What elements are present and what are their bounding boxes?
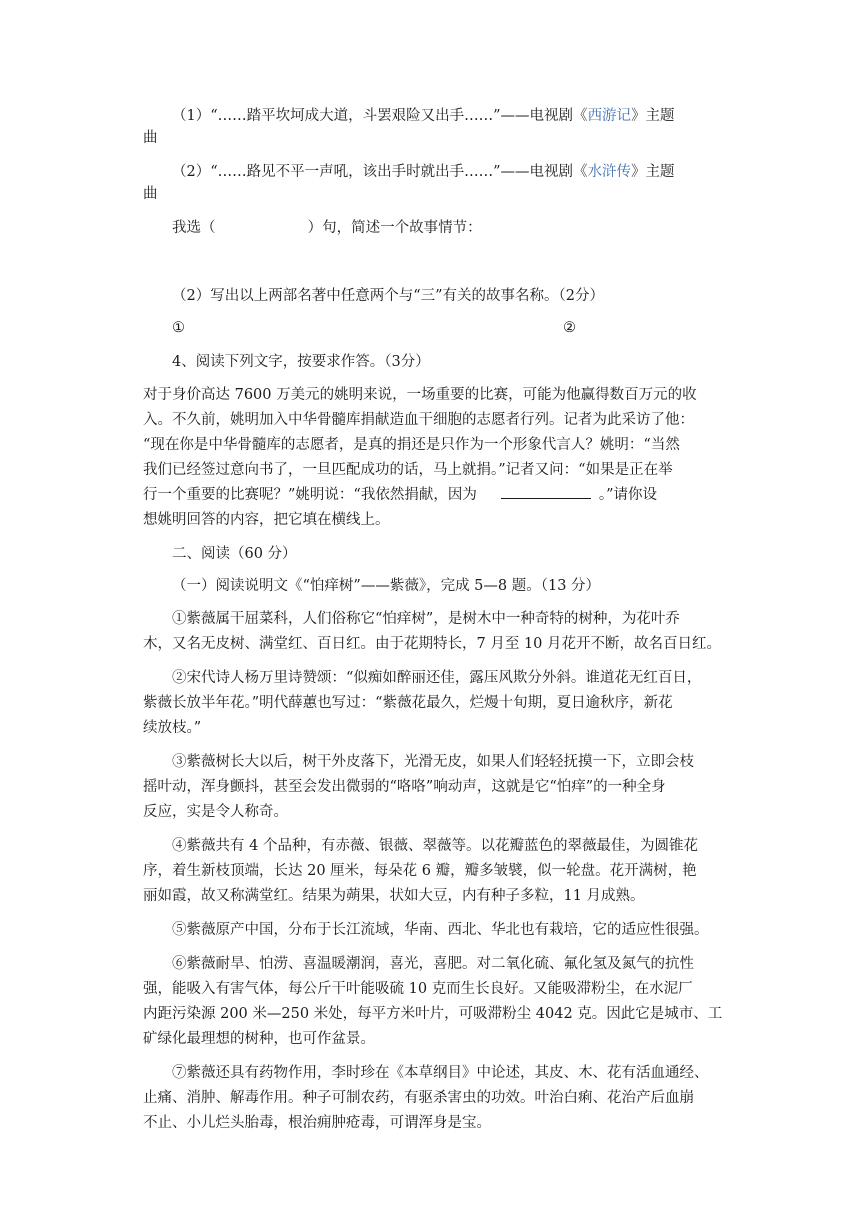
para-7-line-1: ⑦紫薇还具有药物作用，李时珍在《本草纲目》中论述，其皮、木、花有活血通经、: [172, 1065, 709, 1081]
para-7-line-3: 不止、小儿烂头胎毒，根治痈肿疮毒，可谓浑身是宝。: [143, 1115, 491, 1131]
para-6-line-2: 强，能吸入有害气体，每公斤干叶能吸硫 10 克而生长良好。又能吸滞粉尘，在水泥厂: [143, 981, 693, 997]
answer-circle-2: ②: [563, 320, 576, 336]
para-5-line-1: ⑤紫薇原产中国，分布于长江流域，华南、西北、华北也有栽培，它的适应性很强。: [172, 922, 709, 938]
q3-item-2-tail: 》主题: [631, 164, 675, 180]
choose-prompt: 我选（ ）句，简述一个故事情节：: [172, 220, 482, 236]
para-2-line-1: ②宋代诗人杨万里诗赞颂：“似痴如醉丽还佳，露压风欺分外斜。谁道花无红百日，: [172, 670, 702, 686]
para-4-line-3: 丽如霞，故又称满堂红。结果为蒴果，状如大豆，内有种子多粒，11 月成熟。: [143, 888, 645, 904]
para-2-line-2: 紫薇长放半年花。”明代薛蕙也写过：“紫薇花最久，烂熳十旬期，夏日逾秋序，新花: [143, 695, 673, 711]
para-3-line-2: 摇叶动，浑身颤抖，甚至会发出微弱的“咯咯”响动声，这就是它“怕痒”的一种全身: [143, 779, 666, 795]
q4-line-5-text: 行一个重要的比赛呢？”姚明说：“我依然捐献，因为: [143, 487, 477, 503]
q3-item-1-tail: 》主题: [631, 108, 675, 124]
q3-item-1-text: （1）“……踏平坎坷成大道，斗罢艰险又出手……”——电视剧《: [172, 108, 588, 124]
q3-part-2: （2）写出以上两部名著中任意两个与“三”有关的故事名称。（2分）: [172, 288, 605, 304]
para-7-line-2: 止痛、消肿、解毒作用。种子可制农药，有驱杀害虫的功效。叶治白痢、花治产后血崩: [143, 1090, 694, 1106]
q3-item-1-wrap: 曲: [143, 130, 158, 146]
answer-blank[interactable]: [501, 485, 591, 499]
q4-line-1: 对于身价高达 7600 万美元的姚明来说，一场重要的比赛，可能为他赢得数百万元的收: [143, 387, 697, 403]
q3-item-2-text: （2）“……路见不平一声吼，该出手时就出手……”——电视剧《: [172, 164, 588, 180]
q4-line-2: 入。不久前，姚明加入中华骨髓库捐献造血干细胞的志愿者行列。记者为此采访了他：: [143, 412, 694, 428]
q4-line-5: [143, 485, 657, 505]
q4-line-3: “现在你是中华骨髓库的志愿者，是真的捐还是只作为一个形象代言人？姚明：“当然: [143, 437, 680, 453]
q4-heading: 4、阅读下列文字，按要求作答。（3分）: [172, 354, 430, 370]
sub-heading: （一）阅读说明文《“怕痒树”——紫薇》，完成 5—8 题。（13 分）: [172, 578, 601, 594]
q3-item-1: [172, 106, 675, 126]
para-1-line-2: 木，又名无皮树、满堂红、百日红。由于花期特长，7 月至 10 月花开不断，故名百日红。: [143, 636, 721, 652]
para-1-line-1: ①紫薇属干屈菜科，人们俗称它“怕痒树”，是树木中一种奇特的树种，为花叶乔: [172, 611, 680, 627]
link-shuihuzhuan[interactable]: 水浒传: [587, 164, 632, 180]
para-6-line-4: 矿绿化最理想的树种，也可作盆景。: [143, 1031, 375, 1047]
section-heading: 二、阅读（60 分）: [172, 546, 297, 562]
q4-line-6: 想姚明回答的内容，把它填在横线上。: [143, 512, 390, 528]
link-xiyouji[interactable]: 西游记: [587, 108, 632, 124]
para-3-line-1: ③紫薇树长大以后，树干外皮落下，光滑无皮，如果人们轻轻抚摸一下，立即会枝: [172, 754, 694, 770]
para-3-line-3: 反应，实是令人称奇。: [143, 804, 288, 820]
para-4-line-1: ④紫薇共有 4 个品种，有赤薇、银薇、翠薇等。以花瓣蓝色的翠薇最佳，为圆锥花: [172, 838, 698, 854]
q3-item-2-wrap: 曲: [143, 186, 158, 202]
q3-item-2: [172, 162, 675, 182]
para-2-line-3: 续放枝。”: [143, 720, 202, 736]
para-6-line-1: ⑥紫薇耐旱、怕涝、喜温暖潮润，喜光，喜肥。对二氧化硫、氟化氢及氮气的抗性: [172, 956, 694, 972]
answer-circle-1: ①: [172, 320, 185, 336]
para-6-line-3: 内距污染源 200 米—250 米处，每平方米叶片，可吸滞粉尘 4042 克。因此它是城市、工: [143, 1006, 723, 1022]
para-4-line-2: 序，着生新枝顶端，长达 20 厘米，每朵花 6 瓣，瓣多皱襞，似一轮盘。花开满树，艳: [143, 863, 697, 879]
q4-line-4: 我们已经签过意向书了，一旦匹配成功的话，马上就捐。”记者又问：“如果是正在举: [143, 462, 673, 478]
q4-line-5-tail: 。”请你设: [598, 487, 657, 503]
